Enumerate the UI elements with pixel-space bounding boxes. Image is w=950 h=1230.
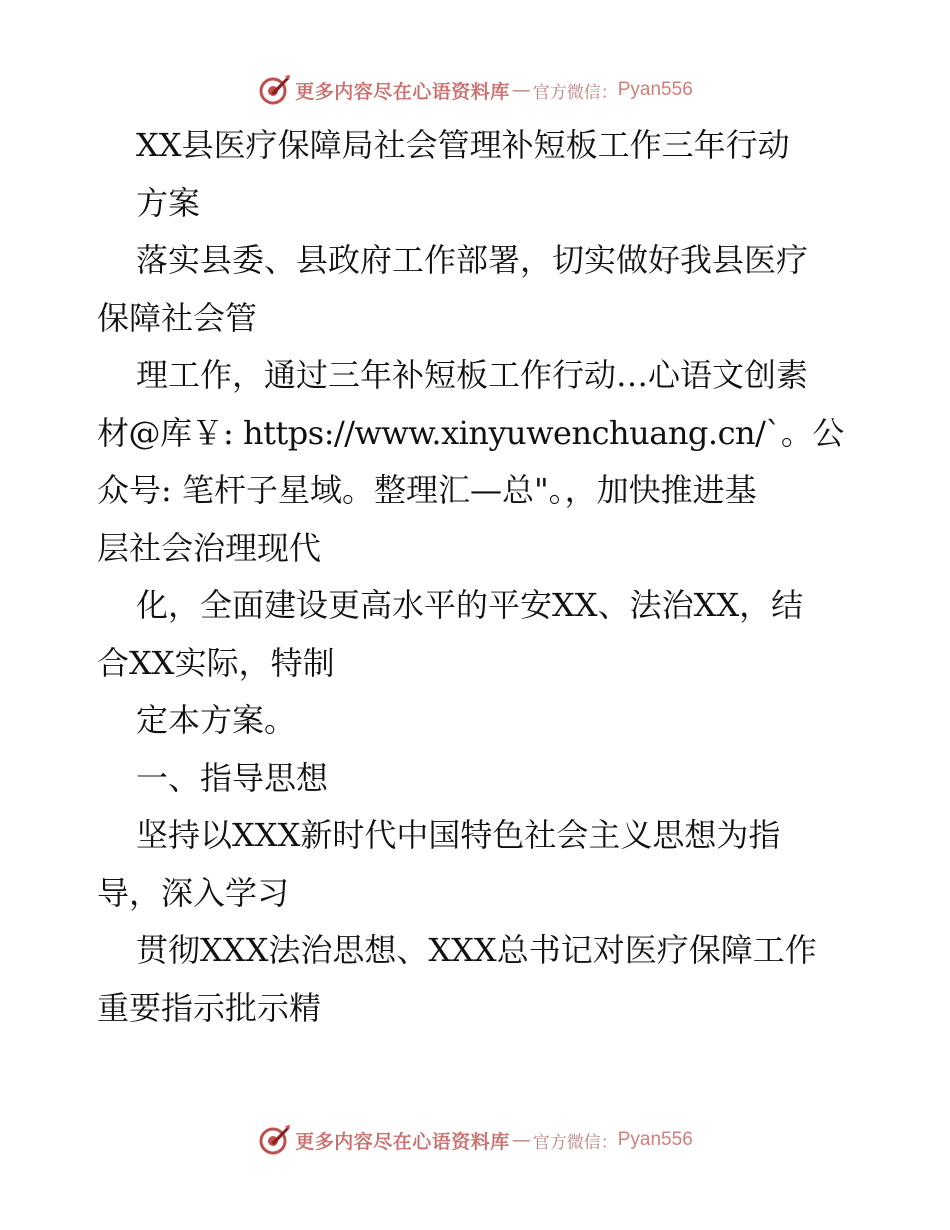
document-body [97,117,857,1037]
watermark-text: 更多内容尽在心语资料库 [295,80,510,103]
watermark-dash: — [511,1129,531,1151]
paragraph-line: 材@库￥: https://www.xinyuwenchuang.cn/`。公 [97,413,844,452]
watermark-header [0,70,950,110]
paragraph-line: 层社会治理现代 [97,528,322,567]
watermark-text: 更多内容尽在心语资料库 [295,1130,510,1153]
paragraph-line: 理工作，通过三年补短板工作行动…心语文创素 [136,356,809,394]
paragraph-line: 保障社会管 [97,298,258,337]
section-heading: 一、指导思想 [136,758,329,797]
watermark-dash: — [511,79,531,101]
document-title-line-2: 方案 [136,183,201,222]
paragraph-line: 合XX实际，特制 [97,643,335,682]
paragraph-line: 导，深入学习 [97,873,290,912]
paragraph-line: 贯彻XXX法治思想、XXX总书记对医疗保障工作 [136,931,817,969]
quill-logo-icon [257,1123,291,1157]
watermark-wechat-label: 官方微信： [532,1132,618,1153]
paragraph-line: 重要指示批示精 [97,988,322,1027]
paragraph-line: 众号: 笔杆子星域。整理汇—总"。，加快推进基 [97,471,757,509]
paragraph-line: 落实县委、县政府工作部署，切实做好我县医疗 [136,241,809,279]
watermark-wechat-id: Pyan556 [617,79,693,100]
paragraph-line: 定本方案。 [136,701,297,739]
paragraph-line: 坚持以XXX新时代中国特色社会主义思想为指 [136,816,781,854]
paragraph-line: 化，全面建设更高水平的平安XX、法治XX，结 [136,586,804,624]
quill-logo-icon [257,73,291,107]
document-title-line-1: XX县医疗保障局社会管理补短板工作三年行动 [136,126,790,164]
watermark-footer [0,1120,950,1160]
watermark-wechat-id: Pyan556 [617,1129,693,1150]
watermark-wechat-label: 官方微信： [532,82,618,103]
